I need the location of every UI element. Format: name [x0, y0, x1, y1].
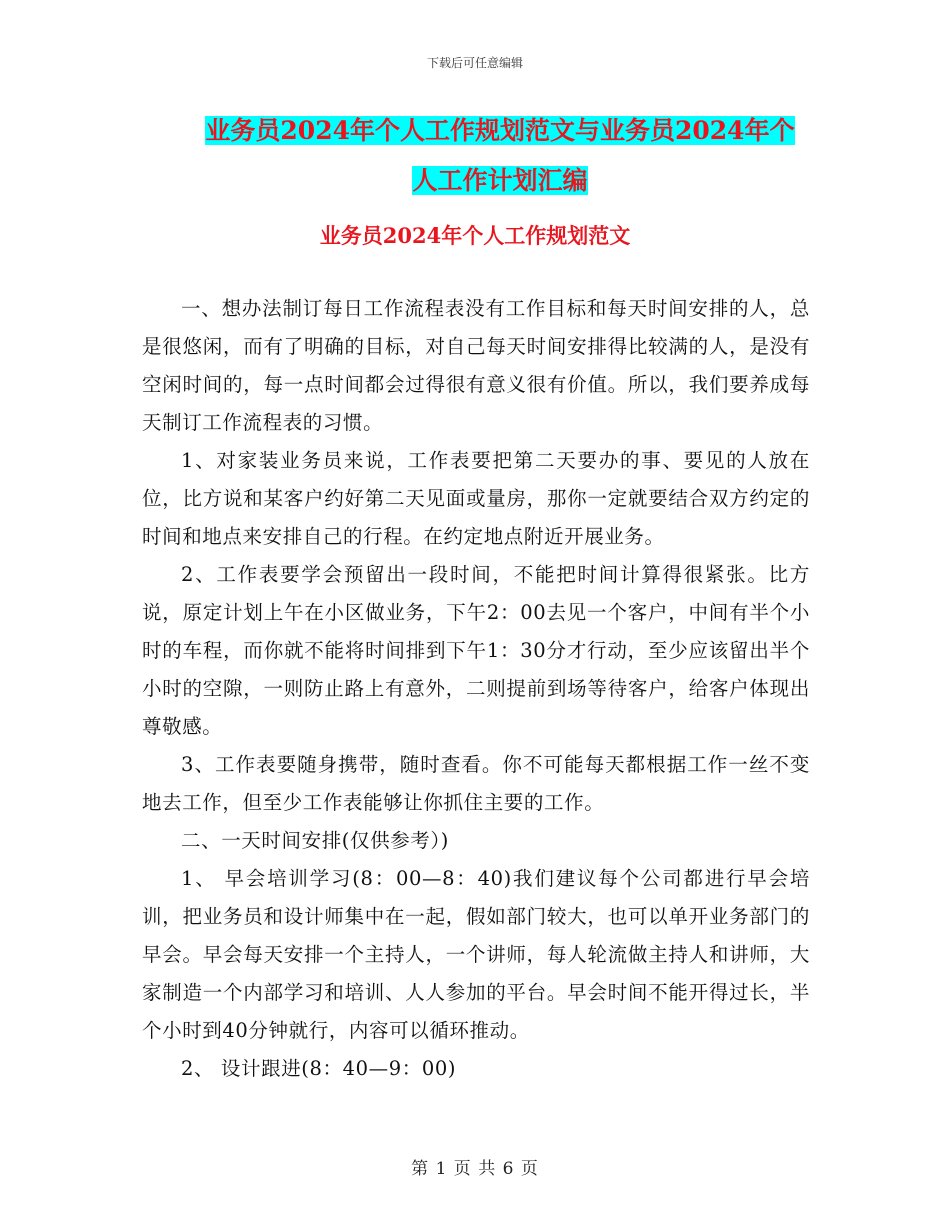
- paragraph-1: 一、想办法制订每日工作流程表没有工作目标和每天时间安排的人，总是很悠闲，而有了明确的目标，对自己每天时间安排得比较满的人，是没有空闲时间的，每一点时间都会过得很有意义很有价值。所以，我们要养成每天制订工作流程表的习惯。: [142, 297, 810, 434]
- paragraph-6: 1、 早会培训学习(8：00—8：40)我们建议每个公司都进行早会培训，把业务员和设计师集中在一起，假如部门较大，也可以单开业务部门的早会。早会每天安排一个主持人，一个讲师，每人轮流做主持人和讲师，大家制造一个内部学习和培训、人人参加的平台。早会时间不能开得过长，半个小时到40分钟就行，内容可以循环推动。: [142, 867, 810, 1042]
- document-body: [142, 290, 810, 1088]
- header-note: 下载后可任意编辑: [426, 56, 523, 70]
- title-highlight-2: 人工作计划汇编: [412, 166, 588, 195]
- document-title-line-1: [150, 106, 850, 156]
- paragraph-7: 2、 设计跟进(8：40—9：00): [181, 1057, 457, 1080]
- page-footer: 第 1 页 共 6 页: [411, 1159, 539, 1179]
- document-title-line-2: [150, 156, 850, 206]
- paragraph-4: 3、工作表要随身携带，随时查看。你不可能每天都根据工作一丝不变地去工作，但至少工作表能够让你抓住主要的工作。: [142, 753, 810, 814]
- title-highlight-1: 业务员2024年个人工作规划范文与业务员2024年个: [205, 116, 795, 145]
- section-title: 业务员2024年个人工作规划范文: [319, 223, 631, 248]
- paragraph-2: 1、对家装业务员来说，工作表要把第二天要办的事、要见的人放在位，比方说和某客户约好第二天见面或量房，那你一定就要结合双方约定的时间和地点来安排自己的行程。在约定地点附近开展业务。: [142, 449, 810, 548]
- paragraph-5: 二、一天时间安排(仅供参考）): [181, 829, 449, 852]
- document-title: [150, 106, 850, 206]
- paragraph-3: 2、工作表要学会预留出一段时间，不能把时间计算得很紧张。比方说，原定计划上午在小区做业务，下午2：00去见一个客户，中间有半个小时的车程，而你就不能将时间排到下午1：30分才行动，至少应该留出半个小时的空隙，一则防止路上有意外，二则提前到场等待客户，给客户体现出尊敬感。: [142, 563, 810, 738]
